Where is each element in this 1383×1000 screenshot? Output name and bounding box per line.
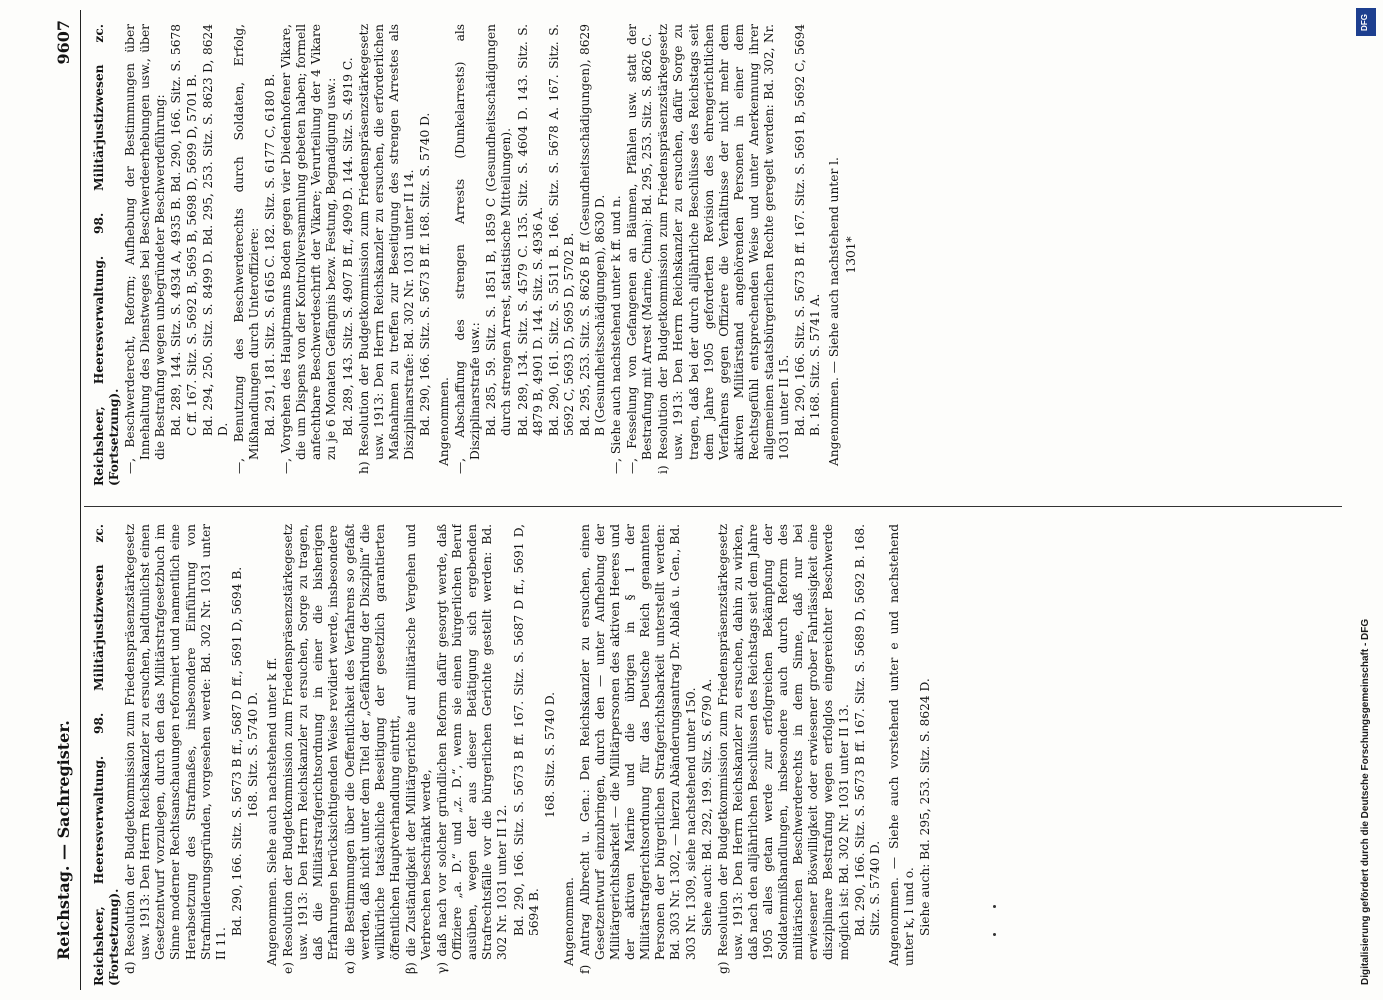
entry-paragraph: Bd. 289, 134. Sitz. S. 4579 C. 135. Sitz. S. 4604 D. 143. Sitz. S. 4879 B, 4901 D. 144. Sitz. S. 4936 A. [515, 24, 545, 436]
entry-paragraph: Bd. 290, 166. Sitz. S. 5673 B ff. 168. Sitz. S. 5740 D. [417, 112, 432, 436]
entry-paragraph: —, Abschaffung des strengen Arrests (Dunkelarrests) als Disziplinarstrafe usw.: [453, 24, 483, 474]
entry-paragraph: β) die Zuständigkeit der Militärgerichte auf militärische Vergehen und Verbrechen beschränkt werde, [403, 524, 433, 974]
entry-paragraph: Angenommen. — Siehe auch vorstehend unter e und nachstehend unter k, l und o. [886, 524, 916, 966]
entry-paragraph: Bd. 289, 143. Sitz. S. 4907 B ff., 4909 D. 144. Sitz. S. 4919 C. [340, 57, 355, 436]
column-divider [84, 506, 1342, 507]
entry-paragraph: h) Resolution der Budgetkommission zum Friedenspräsenzstärkegesetz usw. 1913: Den Herrn Reichskanzler zu ersuchen, die erforderlichen Maßnahmen zu treffen zur Beseitigung des strengen Arrestes als Disziplinarstrafe: Bd. 302 Nr. 1031 unter II 14. [356, 24, 416, 474]
entry-paragraph: Siehe auch: Bd. 295, 253. Sitz. S. 8624 D. [917, 678, 932, 936]
page-number: 9607 [54, 20, 73, 65]
page-header [50, 0, 80, 1000]
entry-paragraph: —, Benutzung des Beschwerderechts durch Soldaten, Erfolg, Mißhandlungen durch Unteroffiziere: [231, 24, 261, 474]
entry-paragraph: Angenommen. [437, 377, 452, 466]
entry-paragraph: d) Resolution der Budgetkommission zum Friedenspräsenzstärkegesetz usw. 1913: Den Herrn Reichskanzler zu ersuchen, baldtunlichst einen Gesetzentwurf vorzulegen, durch den das Militärstrafgesetzbuch im Sinne moderner Rechtsanschauungen reformiert und namentlich eine Herabsetzung des Strafmaßes, insbesondere Einführung von Strafmilderungsgründen, vorgesehen werde: Bd. 302 Nr. 1031 unter II 11. [123, 524, 228, 974]
entry-paragraph: Angenommen. Siehe auch nachstehend unter k ff. [265, 657, 280, 966]
header-rule [80, 10, 81, 990]
digitization-credit [1356, 14, 1380, 985]
entry-paragraph: Bd. 290, 166. Sitz. S. 5673 B ff. 167. Sitz. S. 5689 D, 5692 B. 168. Sitz. S. 5740 D. [852, 524, 882, 936]
dfg-logo: DFG [1356, 8, 1376, 36]
entry-paragraph: Angenommen. [561, 877, 576, 966]
entry-paragraph: Bd. 291, 181. Sitz. S. 6165 C. 182. Sitz. S. 6177 C, 6180 B. [263, 73, 278, 436]
entry-paragraph: i) Resolution der Budgetkommission zum Friedenspräsenzstärkegesetz usw. 1913: Den Herrn Reichskanzler zu ersuchen, dafür Sorge zu tragen, daß bei der durch alljährliche Beschlüsse des Reichstags seit dem Jahre 1905 geforderten Revision des ehrengerichtlichen Verfahrens gegen Offiziere die Verhältnisse der nicht mehr dem aktiven Militärstand angehörenden Personen in einer dem Rechtsgefühl entsprechenden Weise und unter Anerkennung ihrer allgemeinen staatsbürgerlichen Rechte geregelt werden: Bd. 302, Nr. 1031 unter II 15. [656, 24, 792, 474]
text-column-left [92, 524, 1342, 986]
entry-paragraph: Bd. 294, 250. Sitz. S. 8499 D. Bd. 295, 253. Sitz. S. 8623 D, 8624 D. [200, 24, 230, 436]
entry-paragraph: Bd. 285, 59. Sitz. S. 1851 B, 1859 C (Gesundheitsschädigungen durch strengen Arrest, statistische Mitteilungen). [484, 24, 514, 436]
entry-paragraph: Bd. 295, 253. Sitz. S. 8626 B ff. (Gesundheitsschädigungen), 8629 B (Gesundheitsschädigungen), 8630 D. [577, 24, 607, 436]
entry-paragraph: Bd. 290, 166. Sitz. S. 5673 B ff., 5687 D ff., 5691 D, 5694 B. [229, 566, 244, 936]
credit-text: Digitalisierung gefördert durch die Deutsche Forschungsgemeinschaft - DFG [1360, 618, 1371, 985]
entry-paragraph: —, Vorgehen des Hauptmanns Boden gegen vier Diedenhofener Vikare, die um Dispens von der Kontrollversammlung gebeten haben; formell anfechtbare Beschwerdeschrift der Vikare; Verurteilung der 4 Vikare zu je 6 Monaten Gefängnis bezw. Festung, Begnadigung usw.: [279, 24, 339, 474]
entry-paragraph: 1301* [843, 236, 858, 274]
running-head: Reichstag. — Sachregister. [54, 720, 73, 960]
text-column-right [92, 24, 1342, 486]
entry-paragraph: —, Beschwerderecht, Reform; Aufhebung der Bestimmungen über Innehaltung des Dienstweges bei Beschwerdeerhebungen usw., über die Bestrafung wegen unbegründeter Beschwerdeführung: [123, 24, 168, 474]
section-heading: Reichsheer, Heeresverwaltung. 98. Militärjustizwesen zc. (Fortsetzung). [92, 24, 122, 486]
entry-paragraph: f) Antrag Albrecht u. Gen.: Den Reichskanzler zu ersuchen, einen Gesetzentwurf einzubringen, durch den — unter Aufhebung der Militärgerichtsbarkeit — die Militärpersonen des aktiven Heeres und der aktiven Marine und die übrigen in § 1 der Militärstrafgerichtsordnung für das Deutsche Reich genannten Personen der bürgerlichen Strafgerichtsbarkeit unterstellt werden: Bd. 303 Nr. 1302, — hierzu Abänderungsantrag Dr. Ablaß u. Gen., Bd. 303 Nr. 1309, siehe nachstehend unter 150. [577, 524, 698, 974]
entry-paragraph: γ) daß nach vor solcher gründlichen Reform dafür gesorgt werde, daß Offiziere „a. D.“ und „z. D.“, wenn sie einen bürgerlichen Beruf ausüben, wegen der aus dieser Betätigung sich ergebenden Strafrechtsfälle vor die bürgerlichen Gerichte gestellt werden: Bd. 302 Nr. 1031 unter II 12. [435, 524, 510, 974]
entry-paragraph: e) Resolution der Budgetkommission zum Friedenspräsenzstärkegesetz usw. 1913: Den Herrn Reichskanzler zu ersuchen, Sorge zu tragen, daß die Militärstrafgerichtsordnung in einer die bisherigen Erfahrungen berücksichtigenden Weise revidiert werde, insbesondere [281, 524, 341, 974]
scan-speck [993, 905, 996, 908]
entry-paragraph: Angenommen. — Siehe auch nachstehend unter l. [827, 157, 842, 466]
entry-paragraph: Bd. 290, 161. Sitz. S. 5511 B. 166. Sitz. S. 5678 A. 167. Sitz. S. 5692 C, 5693 D, 5695 D, 5702 B. [546, 24, 576, 436]
entry-paragraph: 168. Sitz. S. 5740 D. [542, 691, 557, 819]
entry-paragraph: Siehe auch: Bd. 292, 199. Sitz. S. 6790 A. [699, 678, 714, 936]
entry-paragraph: α) die Bestimmungen über die Oeffentlichkeit des Verfahrens so gefaßt werden, daß nicht unter dem Titel der „Gefährdung der Disziplin“ die willkürliche tatsächliche Beseitigung der gesetzlich garantierten öffentlichen Hauptverhandlung eintritt, [342, 524, 402, 974]
entry-paragraph: g) Resolution der Budgetkommission zum Friedenspräsenzstärkegesetz usw. 1913: Den Herrn Reichskanzler zu ersuchen, dahin zu wirken, daß nach den alljährlichen Beschlüssen des Reichstags seit dem Jahre 1905 alles getan werde zur erfolgreichen Bekämpfung der Soldatenmißhandlungen, insbesondere auch durch Reform des militärischen Beschwerderechts in dem Sinne, daß nur bei erwiesener Böswilligkeit oder erwiesener grober Fahrlässigkeit eine disziplinare Bestrafung wegen erfolglos eingereichter Beschwerde möglich ist: Bd. 302 Nr. 1031 unter II 13. [715, 524, 851, 974]
entry-paragraph: 168. Sitz. S. 5740 D. [245, 691, 260, 819]
entry-paragraph: Bd. 289, 144. Sitz. S. 4934 A, 4935 B. Bd. 290, 166. Sitz. S. 5678 C ff. 167. Sitz. S. 5692 B, 5695 B, 5698 D, 5699 D, 5701 B. [169, 24, 199, 436]
entry-paragraph: —, Siehe auch nachstehend unter k ff. und n. [609, 195, 624, 474]
entry-paragraph: Bd. 290, 166. Sitz. S. 5673 B ff. 167. Sitz. S. 5691 B, 5692 C, 5694 B. 168. Sitz. S. 5741 A. [793, 24, 823, 436]
section-heading: Reichsheer, Heeresverwaltung. 98. Militärjustizwesen zc. (Fortsetzung). [92, 524, 122, 986]
rotated-page [40, 0, 1370, 1000]
scan-speck [993, 933, 996, 936]
entry-paragraph: —, Fesselung von Gefangenen an Bäumen, Pfählen usw. statt der Bestrafung mit Arrest (Marine, China): Bd. 295, 253. Sitz. S. 8626 C. [625, 24, 655, 474]
entry-paragraph: Bd. 290, 166. Sitz. S. 5673 B ff. 167. Sitz. S. 5687 D ff., 5691 D, 5694 B. [511, 524, 541, 936]
